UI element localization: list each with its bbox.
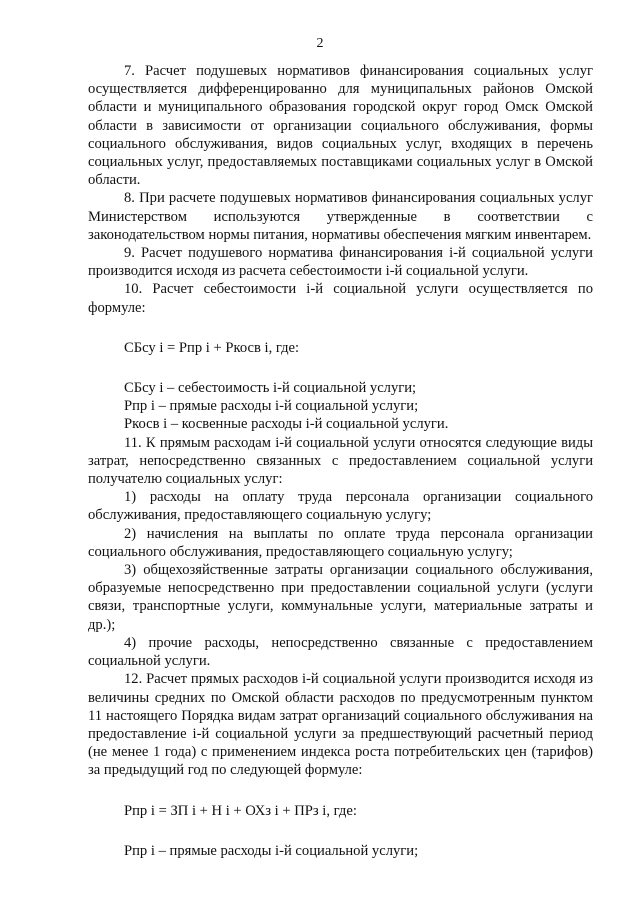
spacer [88,780,593,802]
paragraph-11-item-1: 1) расходы на оплату труда персонала организации социального обслуживания, предоставляющего социальную услугу; [88,489,593,524]
paragraph-7: 7. Расчет подушевых нормативов финансирования социальных услуг осуществляется дифференцированно для муниципальных районов Омской области и муниципального образования городской округ город Омск Омской области в зависимости от организации социального обслуживания, формы социального обслуживания, видов социальных услуг, входящих в перечень социальных услуг, предоставляемых поставщиками социальных услуг в Омской области. [88,63,593,189]
definition-direct-2: Рпр i – прямые расходы i-й социальной услуги; [124,842,419,859]
paragraph-12: 12. Расчет прямых расходов i-й социальной услуги производится исходя из величины средних по Омской области расходов по предусмотренным пунктом 11 настоящего Порядка видам затрат организаций социального обслуживания на предоставление i-й социальной услуги за предшествующий расчетный период (не менее 1 года) с применением индекса роста потребительских цен (тарифов) за предыдущий год по следующей формуле: [88,671,593,779]
paragraph-11: 11. К прямым расходам i-й социальной услуги относятся следующие виды затрат, непосредственно связанных с предоставлением социальной услуги получателю социальных услуг: [88,434,593,488]
formula-cost: СБсу i = Рпр i + Ркосв i, где: [124,339,300,356]
formula-direct: Рпр i = ЗП i + Н i + ОХз i + ПРз i, где: [124,802,357,819]
page-number: 2 [316,36,324,51]
paragraph-11-item-3: 3) общехозяйственные затраты организации социального обслуживания, образуемые непосредственно при предоставлении социальной услуги (услуги связи, транспортные услуги, коммунальные услуги, материальные затраты и др.); [88,562,593,633]
definition-indirect: Ркосв i – косвенные расходы i-й социальной услуги. [124,416,449,433]
paragraph-9: 9. Расчет подушевого норматива финансирования i-й социальной услуги производится исходя из расчета себестоимости i-й социальной услуги. [88,245,593,280]
definition-cost: СБсу i – себестоимость i-й социальной услуги; [124,380,417,397]
paragraph-10: 10. Расчет себестоимости i-й социальной услуги осуществляется по формуле: [88,281,593,316]
paragraph-8: 8. При расчете подушевых нормативов финансирования социальных услуг Министерством используются утвержденные в соответствии с законодательством нормы питания, нормативы обеспечения мягким инвентарем. [88,190,593,243]
definition-direct: Рпр i – прямые расходы i-й социальной услуги; [124,398,419,415]
document-body [88,62,593,860]
spacer [88,317,593,339]
paragraph-11-item-2: 2) начисления на выплаты по оплате труда персонала организации социального обслуживания, предоставляющего социальную услугу; [88,525,593,560]
spacer [88,357,593,379]
paragraph-11-item-4: 4) прочие расходы, непосредственно связанные с предоставлением социальной услуги. [88,634,593,670]
spacer [88,820,593,842]
